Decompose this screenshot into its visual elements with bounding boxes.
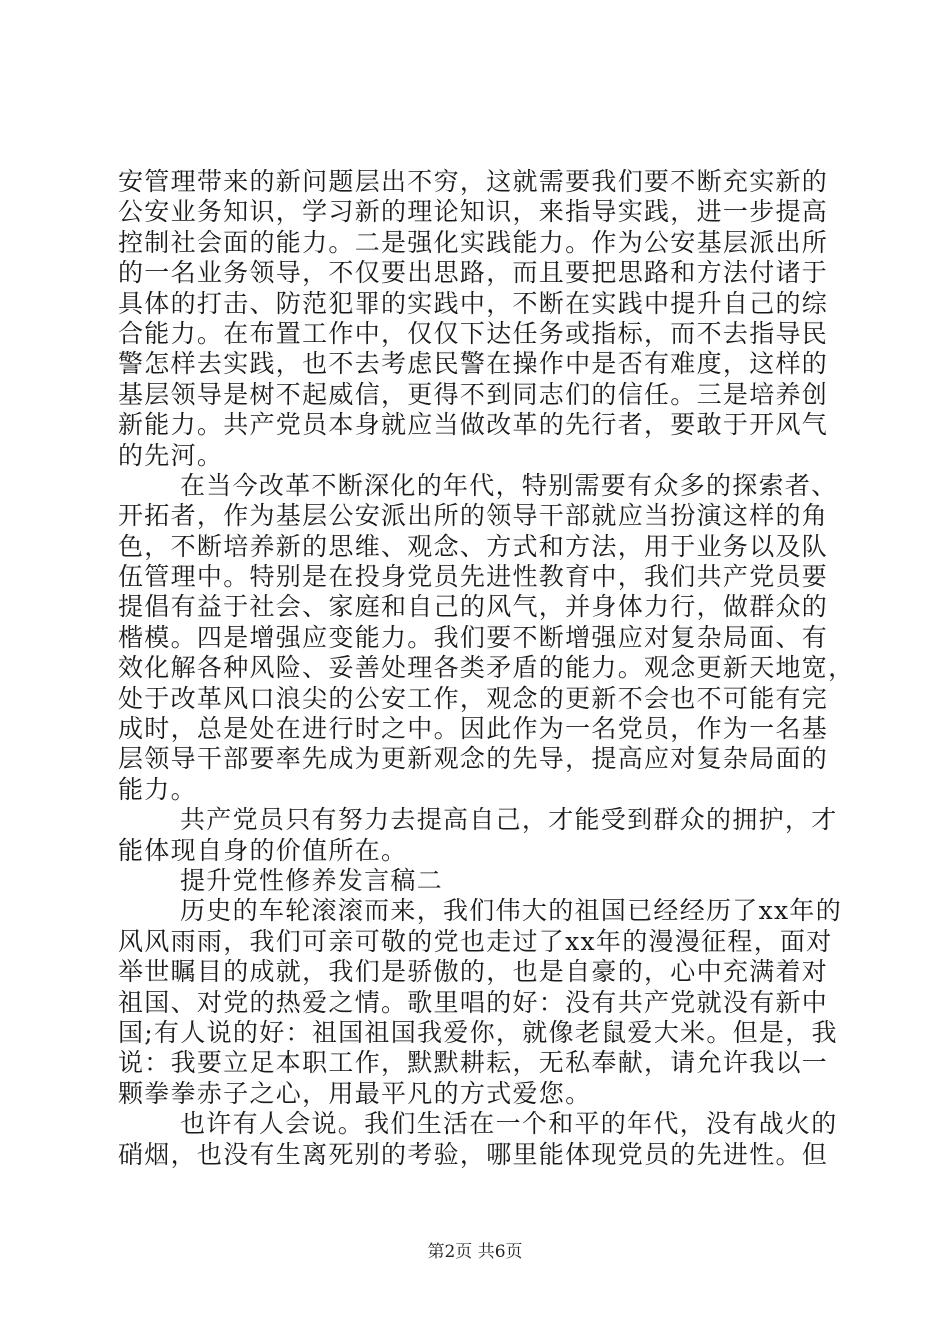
text-line: 警怎样去实践，也不去考虑民警在操作中是否有难度，这样的	[118, 349, 829, 379]
text-line: 层领导干部要率先成为更新观念的先导，提高应对复杂局面的	[118, 744, 829, 774]
text-line: 的先河。	[118, 440, 224, 470]
text-line: 说：我要立足本职工作，默默耕耘，无私奉献，请允许我以一	[118, 1048, 829, 1078]
text-line: 具体的打击、防范犯罪的实践中，不断在实践中提升自己的综	[118, 288, 829, 318]
text-line: 风风雨雨，我们可亲可敬的党也走过了xx年的漫漫征程，面对	[118, 926, 833, 956]
text-line: 新能力。共产党员本身就应当做改革的先行者，要敢于开风气	[118, 410, 829, 440]
text-line: 提倡有益于社会、家庭和自己的风气，并身体力行，做群众的	[118, 592, 829, 622]
text-line: 控制社会面的能力。二是强化实践能力。作为公安基层派出所	[118, 227, 829, 257]
text-line: 共产党员只有努力去提高自己，才能受到群众的拥护，才	[180, 805, 838, 835]
text-line: 开拓者，作为基层公安派出所的领导干部就应当扮演这样的角	[118, 501, 829, 531]
text-line: 合能力。在布置工作中，仅仅下达任务或指标，而不去指导民	[118, 318, 829, 348]
text-line: 的一名业务领导，不仅要出思路，而且要把思路和方法付诸于	[118, 258, 829, 288]
body-text	[118, 167, 855, 1170]
text-line: 举世瞩目的成就，我们是骄傲的，也是自豪的，心中充满着对	[118, 957, 829, 987]
text-line: 成时，总是处在进行时之中。因此作为一名党员，作为一名基	[118, 714, 829, 744]
text-line: 颗拳拳赤子之心，用最平凡的方式爱您。	[118, 1078, 592, 1108]
text-line: 伍管理中。特别是在投身党员先进性教育中，我们共产党员要	[118, 562, 829, 592]
text-line: 色，不断培养新的思维、观念、方式和方法，用于业务以及队	[118, 531, 829, 561]
text-line: 处于改革风口浪尖的公安工作，观念的更新不会也不可能有完	[118, 683, 829, 713]
text-line: 在当今改革不断深化的年代，特别需要有众多的探索者、	[180, 470, 838, 500]
page-number-footer: 第2页 共6页	[427, 1242, 523, 1262]
text-line: 能体现自身的价值所在。	[118, 835, 408, 865]
text-line: 安管理带来的新问题层出不穷，这就需要我们要不断充实新的	[118, 167, 829, 196]
text-line: 公安业务知识，学习新的理论知识，来指导实践，进一步提高	[118, 197, 829, 227]
text-line: 基层领导是树不起威信，更得不到同志们的信任。三是培养创	[118, 379, 829, 409]
text-line: 硝烟，也没有生离死别的考验，哪里能体现党员的先进性。但	[118, 1139, 829, 1169]
text-line: 国;有人说的好：祖国祖国我爱你，就像老鼠爱大米。但是，我	[118, 1017, 838, 1047]
section-heading: 提升党性修养发言稿二	[180, 865, 444, 895]
text-line: 楷模。四是增强应变能力。我们要不断增强应对复杂局面、有	[118, 622, 829, 652]
text-line: 祖国、对党的热爱之情。歌里唱的好：没有共产党就没有新中	[118, 987, 829, 1017]
text-line: 也许有人会说。我们生活在一个和平的年代，没有战火的	[180, 1109, 838, 1139]
text-line: 能力。	[118, 774, 197, 804]
text-line: 历史的车轮滚滚而来，我们伟大的祖国已经经历了xx年的	[180, 896, 843, 926]
text-line: 效化解各种风险、妥善处理各类矛盾的能力。观念更新天地宽，	[118, 653, 855, 683]
